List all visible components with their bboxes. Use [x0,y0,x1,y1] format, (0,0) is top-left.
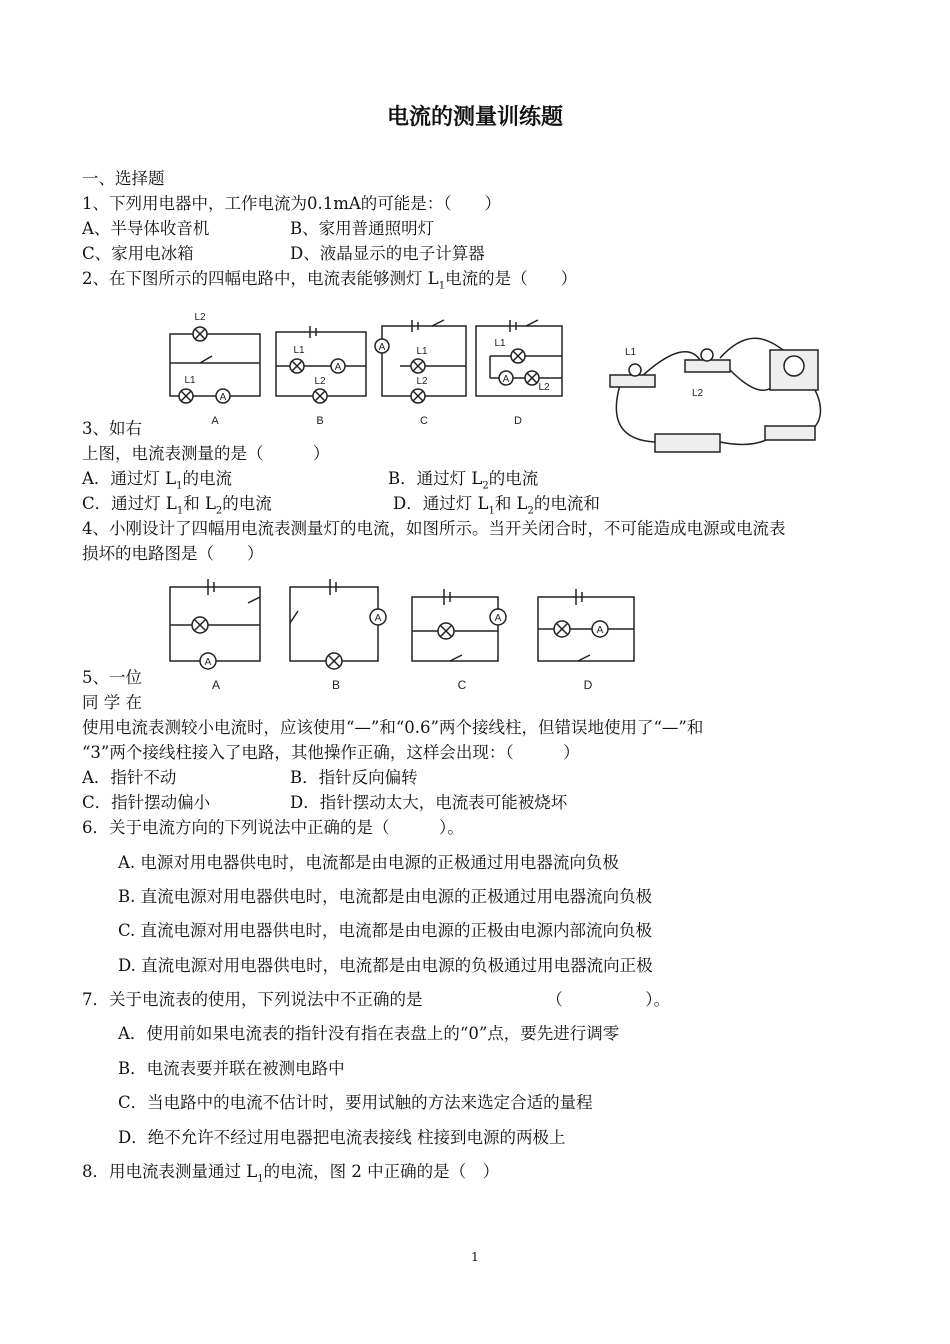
svg-text:C: C [420,415,428,427]
svg-text:L2: L2 [692,388,704,399]
q7-option-b: B．电流表要并联在被测电路中 [118,1059,345,1078]
svg-text:L2: L2 [314,376,326,387]
q1-option-d: D、液晶显示的电子计算器 [290,244,485,263]
svg-text:B: B [316,415,324,427]
page-title: 电流的测量训练题 [386,105,563,130]
q3-circuit-photo [600,330,840,460]
q4-stem-line1: 4、小刚设计了四幅用电流表测量灯的电流，如图所示。当开关闭合时，不可能造成电源或电流表 [82,519,786,538]
q5-stem-line1: 5、一位 [82,668,142,687]
svg-text:D: D [583,678,593,692]
q7-option-a: A．使用前如果电流表的指针没有指在表盘上的“0”点，要先进行调零 [118,1024,620,1043]
q6-stem: 6．关于电流方向的下列说法中正确的是（ ）。 [82,818,464,837]
q8-stem: 8．用电流表测量通过 $L_1$的电流，图 2 中正确的是（ ） [82,1162,500,1185]
q3-option-b: B．通过灯 $L_2$的电流 [388,469,539,492]
q5-option-c: C．指针摆动偏小 [82,793,211,812]
q6-option-c: C. 直流电源对用电器供电时，电流都是由电源的正极由电源内部流向负极 [118,921,653,940]
q2-circuit-diagrams [160,308,580,430]
svg-text:A: A [494,613,502,624]
q6-option-d: D. 直流电源对用电器供电时，电流都是由电源的负极通过用电器流向正极 [118,956,653,975]
q3-stem-line2: 上图，电流表测量的是（ ） [82,444,330,463]
q1-stem: 1、下列用电器中，工作电流为0.1mA的可能是：（ ） [82,194,502,213]
svg-text:L1: L1 [416,346,428,357]
svg-text:L2: L2 [416,376,428,387]
q4-stem-line2: 损坏的电路图是（ ） [82,544,264,563]
q5-stem-line4: “3”两个接线柱接入了电路，其他操作正确，这样会出现：（ ） [82,743,580,762]
svg-text:A: A [596,625,604,636]
svg-text:L2: L2 [538,382,550,393]
svg-text:A: A [374,613,382,624]
q1-option-b: B、家用普通照明灯 [290,219,435,238]
q5-option-d: D．指针摆动太大，电流表可能被烧坏 [290,793,568,812]
q7-option-d: D．绝不允许不经过用电器把电流表接线 柱接到电源的两极上 [118,1128,566,1147]
svg-text:L1: L1 [184,375,196,386]
q5-option-a: A．指针不动 [82,768,177,787]
q4-circuit-diagrams [160,575,650,695]
svg-text:A: A [211,415,219,427]
q5-stem-line3: 使用电流表测较小电流时，应该使用“—”和“0.6”两个接线柱，但错误地使用了“—”和 [82,718,704,737]
svg-text:L1: L1 [293,345,305,356]
q3-option-c: C．通过灯 $L_1$和 $L_2$的电流 [82,494,272,517]
page-number: 1 [471,1250,479,1264]
q2-stem: 2、在下图所示的四幅电路中，电流表能够测灯 $L_1$电流的是（ ） [82,269,578,292]
q3-stem-line1: 3、如右 [82,419,142,438]
q1-option-c: C、家用电冰箱 [82,244,194,263]
svg-text:C: C [457,678,467,692]
svg-text:A: A [211,678,221,692]
svg-text:A: A [502,374,510,385]
q7-option-c: C．当电路中的电流不估计时，要用试触的方法来选定合适的量程 [118,1093,593,1112]
q5-option-b: B．指针反向偏转 [290,768,418,787]
svg-text:A: A [219,392,227,403]
q3-option-d: D．通过灯 $L_1$和 $L_2$的电流和 [393,494,600,517]
svg-text:D: D [514,415,522,427]
q3-option-a: A．通过灯 $L_1$的电流 [82,469,232,492]
q5-stem-line2: 同 学 在 [82,693,142,712]
q7-stem: 7．关于电流表的使用，下列说法中不正确的是 （ ）。 [82,990,670,1009]
svg-text:A: A [334,362,342,373]
svg-text:L1: L1 [625,347,637,358]
q1-option-a: A、半导体收音机 [82,219,210,238]
svg-text:A: A [204,657,212,668]
q6-option-b: B. 直流电源对用电器供电时，电流都是由电源的正极通过用电器流向负极 [118,887,653,906]
section-heading: 一、选择题 [82,169,165,188]
q6-option-a: A. 电源对用电器供电时，电流都是由电源的正极通过用电器流向负极 [118,853,619,872]
svg-text:A: A [378,342,386,353]
svg-text:B: B [331,678,341,692]
svg-text:L2: L2 [194,312,206,323]
svg-text:L1: L1 [494,338,506,349]
